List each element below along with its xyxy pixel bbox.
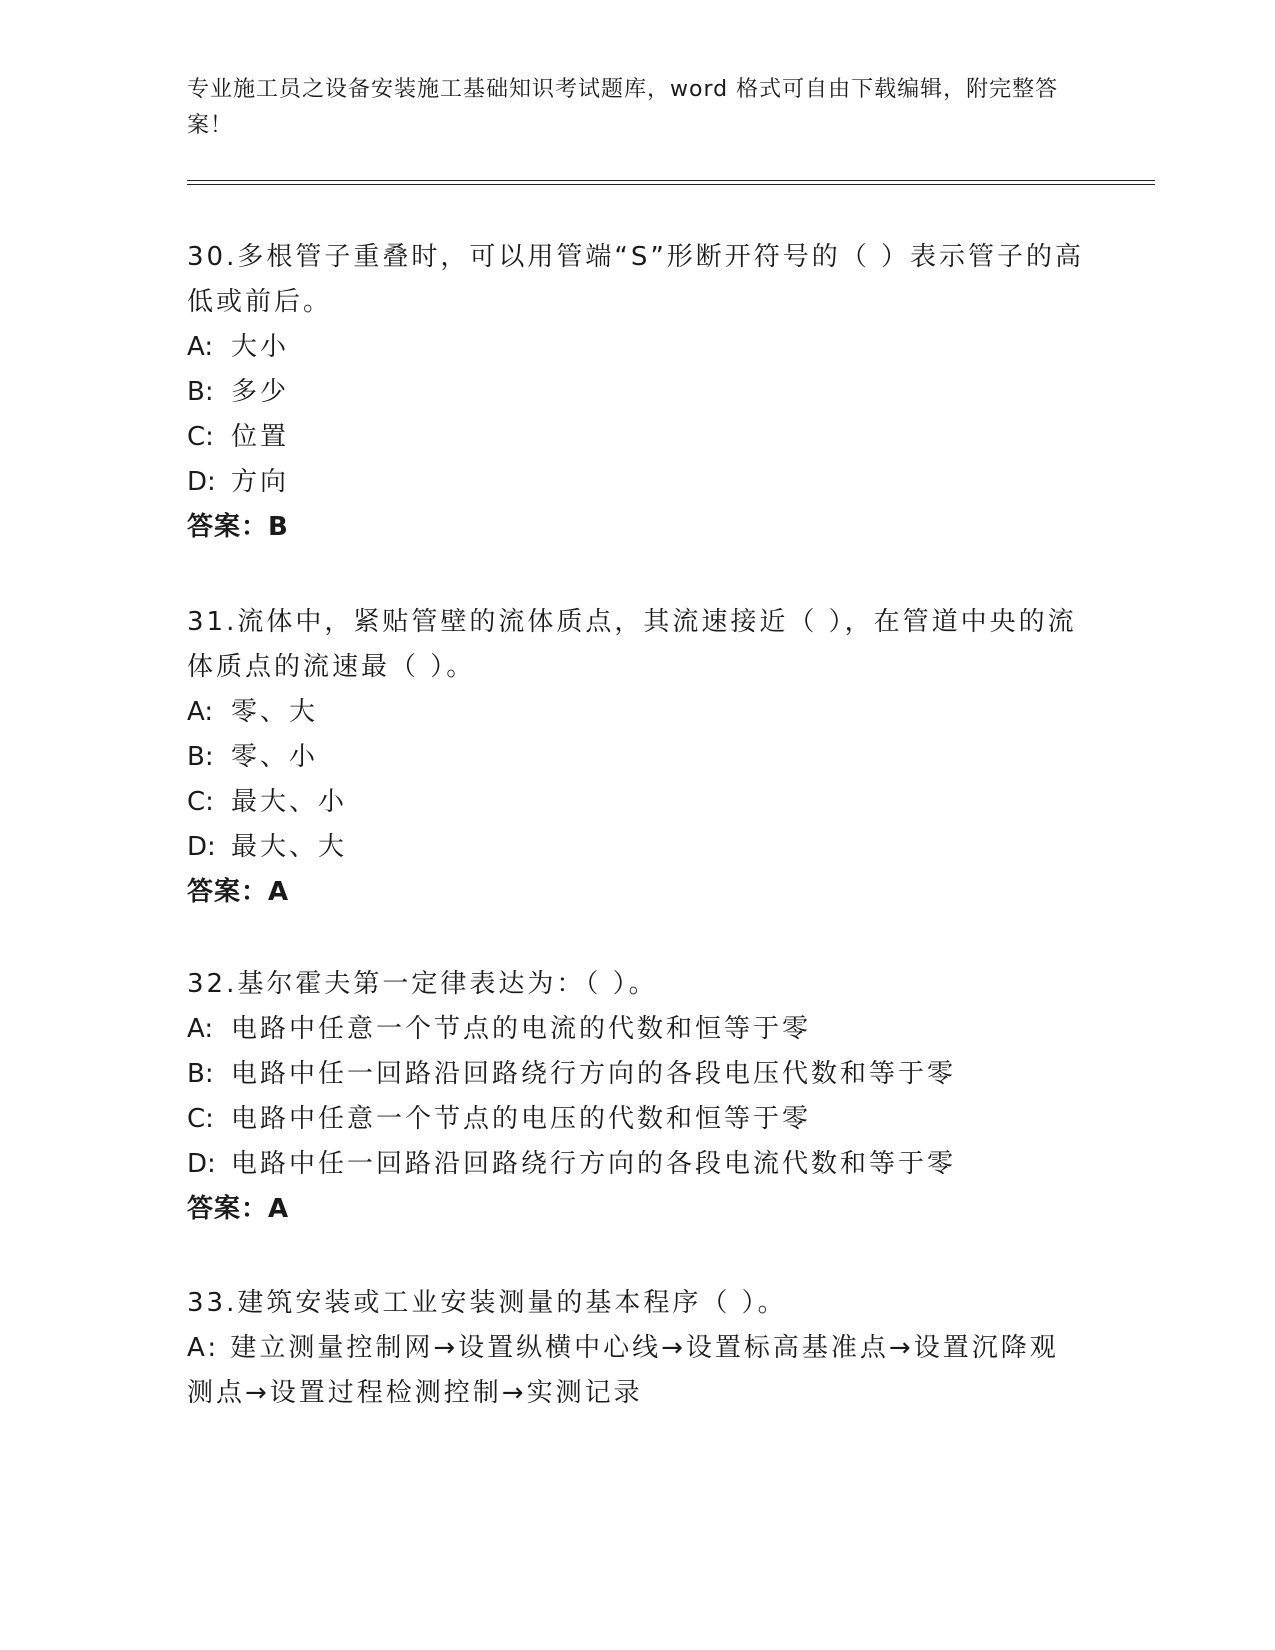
answer: 答案：A bbox=[187, 1194, 290, 1224]
option-c bbox=[187, 1097, 1087, 1142]
option-key: C: bbox=[187, 787, 214, 817]
option-text: 最大、大 bbox=[231, 832, 348, 862]
option-d bbox=[187, 825, 1087, 870]
document-header: 专业施工员之设备安装施工基础知识考试题库，word 格式可自由下载编辑，附完整答案！ bbox=[187, 77, 1059, 138]
question-33 bbox=[187, 1281, 1087, 1416]
option-key: D: bbox=[187, 1149, 216, 1179]
option-a bbox=[187, 1007, 1087, 1052]
option-key: D: bbox=[187, 467, 216, 497]
option-key: A: bbox=[187, 332, 214, 362]
option-key: A: bbox=[187, 1333, 220, 1363]
option-text: 位置 bbox=[231, 422, 290, 452]
question-text: 33.建筑安装或工业安装测量的基本程序（ ）。 bbox=[187, 1288, 787, 1318]
option-text: 方向 bbox=[231, 467, 290, 497]
option-text: 电路中任意一个节点的电压的代数和恒等于零 bbox=[231, 1104, 812, 1134]
option-c bbox=[187, 780, 1087, 825]
option-d bbox=[187, 1142, 1087, 1187]
header-divider-bottom bbox=[187, 184, 1155, 185]
option-text: 零、小 bbox=[231, 742, 319, 772]
option-key: D: bbox=[187, 832, 216, 862]
option-key: A: bbox=[187, 1014, 214, 1044]
question-text: 31.流体中，紧贴管壁的流体质点，其流速接近（ ），在管道中央的流体质点的流速最（ ）。 bbox=[187, 607, 1077, 682]
option-b bbox=[187, 370, 1087, 415]
option-a bbox=[187, 1326, 1087, 1416]
option-text: 电路中任一回路沿回路绕行方向的各段电流代数和等于零 bbox=[231, 1149, 957, 1179]
option-key: B: bbox=[187, 742, 214, 772]
option-b bbox=[187, 735, 1087, 780]
option-key: A: bbox=[187, 697, 214, 727]
answer: 答案：A bbox=[187, 877, 290, 907]
option-text: 最大、小 bbox=[231, 787, 348, 817]
option-key: B: bbox=[187, 377, 214, 407]
question-31 bbox=[187, 600, 1087, 915]
option-key: C: bbox=[187, 1104, 214, 1134]
option-text: 大小 bbox=[231, 332, 290, 362]
option-text: 多少 bbox=[231, 377, 290, 407]
option-d bbox=[187, 460, 1087, 505]
question-text: 32.基尔霍夫第一定律表达为：（ ）。 bbox=[187, 969, 658, 999]
question-32 bbox=[187, 962, 1087, 1232]
answer: 答案：B bbox=[187, 512, 289, 542]
header-divider-top bbox=[187, 180, 1155, 181]
option-a bbox=[187, 325, 1087, 370]
question-30 bbox=[187, 235, 1087, 550]
option-key: C: bbox=[187, 422, 214, 452]
option-b bbox=[187, 1052, 1087, 1097]
option-text: 零、大 bbox=[231, 697, 319, 727]
option-a bbox=[187, 690, 1087, 735]
question-text: 30.多根管子重叠时，可以用管端“S”形断开符号的（ ）表示管子的高低或前后。 bbox=[187, 242, 1085, 317]
option-text: 建立测量控制网→设置纵横中心线→设置标高基准点→设置沉降观测点→设置过程检测控制→实测记录 bbox=[187, 1333, 1059, 1408]
option-c bbox=[187, 415, 1087, 460]
option-text: 电路中任一回路沿回路绕行方向的各段电压代数和等于零 bbox=[231, 1059, 957, 1089]
option-text: 电路中任意一个节点的电流的代数和恒等于零 bbox=[231, 1014, 812, 1044]
option-key: B: bbox=[187, 1059, 214, 1089]
